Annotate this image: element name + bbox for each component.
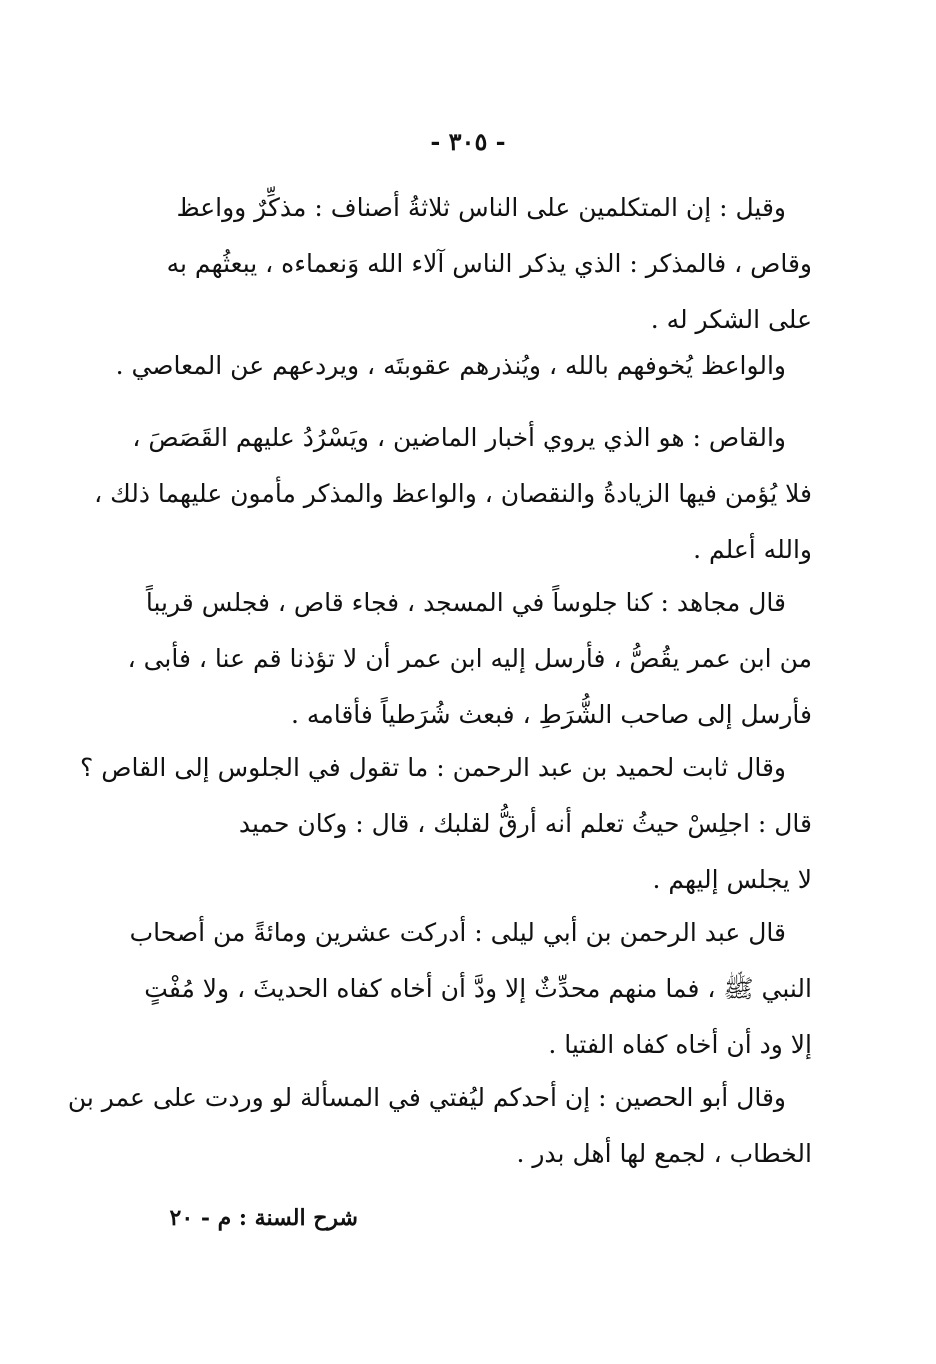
- paragraph-line: وقيل : إن المتكلمين على الناس ثلاثةُ أصناف : مذكِّرٌ وواعظ: [176, 193, 786, 222]
- printer-signature: شرح السنة : م - ٢٠: [169, 1205, 358, 1231]
- paragraph-line: إلا ود أن أخاه كفاه الفتيا .: [548, 1030, 812, 1059]
- paragraph-line: وقال أبو الحصين : إن أحدكم ليُفتي في المسألة لو وردت على عمر بن: [67, 1083, 786, 1112]
- paragraph-line: قال مجاهد : كنا جلوساً في المسجد ، فجاء قاص ، فجلس قريباً: [145, 588, 786, 617]
- paragraph-line: فلا يُؤمن فيها الزيادةُ والنقصان ، والواعظ والمذكر مأمون عليهما ذلك ،: [94, 479, 812, 508]
- paragraph-thabit: [80, 740, 812, 908]
- paragraph-line: لا يجلس إليهم .: [652, 865, 812, 894]
- paragraph-line: والواعظ يُخوفهم بالله ، ويُنذرهم عقوبتَه ، ويردعهم عن المعاصي .: [115, 351, 786, 380]
- paragraph-line: والقاص : هو الذي يروي أخبار الماضين ، ويَسْرُدُ عليهم القَصَصَ ،: [132, 423, 786, 452]
- paragraph-line: وقال ثابت لحميد بن عبد الرحمن : ما تقول في الجلوس إلى القاص ؟: [80, 753, 786, 782]
- paragraph-line: وقاص ، فالمذكر : الذي يذكر الناس آلاء الله وَنعماءه ، يبعثُهم به: [166, 249, 812, 278]
- paragraph-line: فأرسل إلى صاحب الشُّرَطِ ، فبعث شُرَطياً فأقامه .: [291, 700, 812, 729]
- paragraph-storyteller: [94, 410, 812, 578]
- paragraph-line: على الشكر له .: [650, 305, 812, 334]
- paragraph-line: قال عبد الرحمن بن أبي ليلى : أدركت عشرين ومائةً من أصحاب: [129, 918, 786, 947]
- paragraph-mujahid: [127, 575, 812, 743]
- page-number: - ٣٠٥ -: [430, 127, 506, 156]
- paragraph-line: قال : اجلِسْ حيثُ تعلم أنه أرقُّ لقلبك ، قال : وكان حميد: [238, 809, 812, 838]
- paragraph-line: الخطاب ، لجمع لها أهل بدر .: [516, 1139, 812, 1168]
- paragraph-abu-al-husayn: [67, 1070, 812, 1182]
- paragraph-line: النبي ﷺ ، فما منهم محدِّثٌ إلا ودَّ أن أخاه كفاه الحديثَ ، ولا مُفْتٍ: [144, 974, 812, 1003]
- paragraph-ibn-abi-layla: [129, 905, 812, 1073]
- paragraph-line: من ابن عمر يقُصُّ ، فأرسل إليه ابن عمر أن لا تؤذنا قم عنا ، فأبى ،: [127, 644, 812, 673]
- paragraph-speakers-types: [166, 180, 812, 348]
- paragraph-line: والله أعلم .: [693, 535, 812, 564]
- paragraph-preacher: [115, 338, 812, 394]
